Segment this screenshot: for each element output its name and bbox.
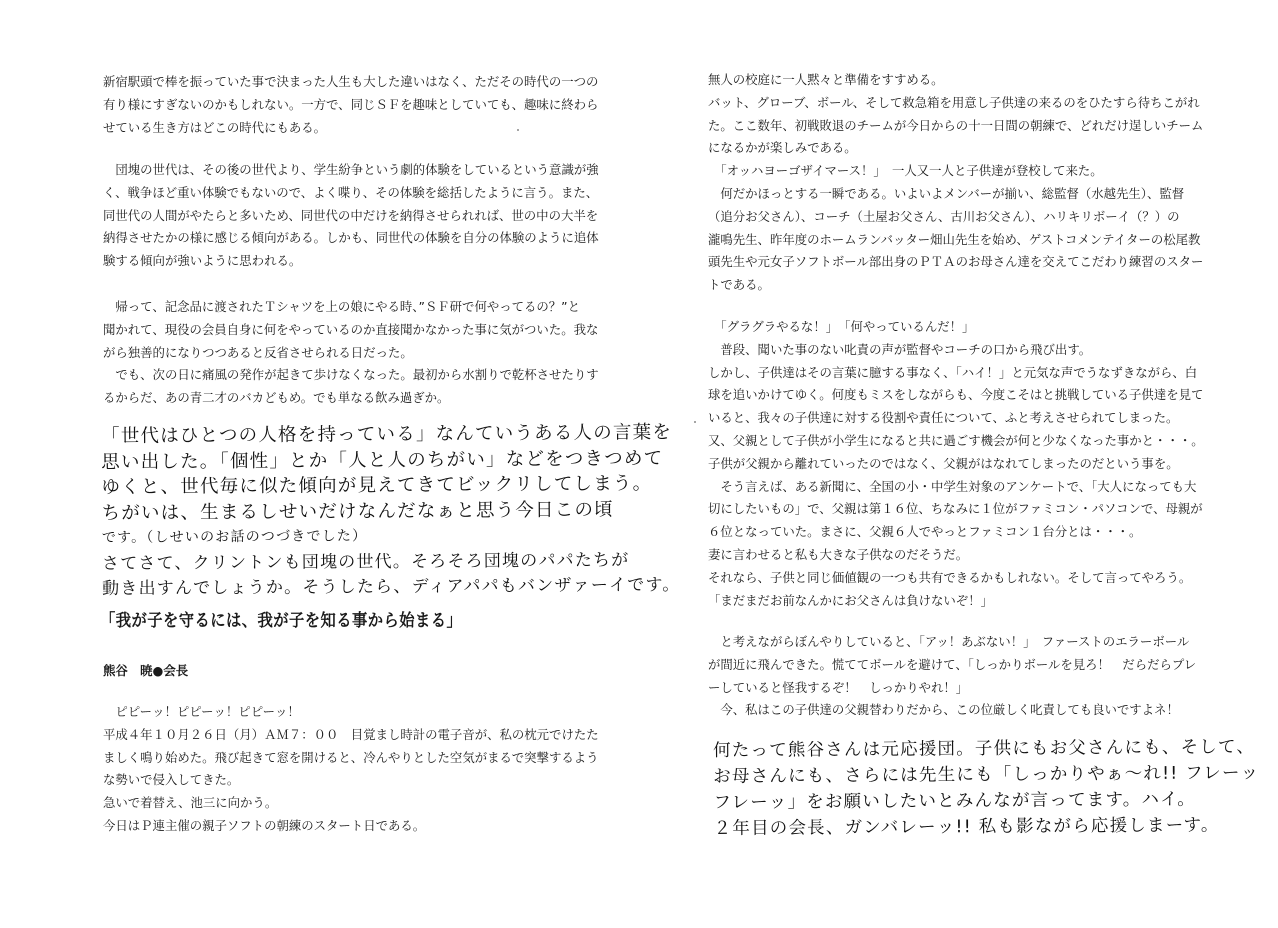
text-line: が間近に飛んできた。慌ててボールを避けて、「しっかりボールを見ろ！ だらだらプレ (708, 656, 1197, 672)
right-page (639, 0, 1278, 928)
text-line: 聞かれて、現役の会員自身に何をやっているのか直接聞かなかった事に気がついた。我な (103, 321, 599, 337)
text-line: 何だかほっとする一瞬である。いよいよメンバーが揃い、総監督（水越先生）、監督 (708, 185, 1185, 201)
author-name: 熊谷 暁●会長 (103, 663, 189, 678)
text-line: バット、グローブ、ボール、そして救急箱を用意し子供達の来るのをひたすら待ちこがれ (708, 94, 1200, 110)
text-line: それなら、子供と同じ価値観の一つも共有できるかもしれない。そして言ってやろう。 (708, 569, 1192, 585)
text-line: た。ここ数年、初戦敗退のチームが今日からの十一日間の朝練で、どれだけ逞しいチーム (708, 117, 1204, 133)
text-line: 験する傾向が強いように思われる。 (103, 253, 302, 269)
left-paragraph-3 (103, 296, 599, 410)
left-paragraph-1 (103, 71, 598, 139)
text-line: ましく鳴り始めた。飛び起きて窓を開けると、冷んやりとした空気がまるで突撃するよう (103, 749, 599, 765)
text-line: な勢いで侵入してきた。 (103, 772, 240, 788)
text-line: そう言えば、ある新聞に、全国の小・中学生対象のアンケートで、「大人になっても大 (708, 478, 1197, 494)
text-line: るからだ、あの青二才のバカどもめ。でも単なる飲み過ぎか。 (103, 390, 450, 406)
text-line: ーしていると怪我するぞ！ しっかりやれ！」 (708, 679, 969, 695)
text-line: 団塊の世代は、その後の世代より、学生紛争という劇的体験をしているという意識が強 (103, 162, 599, 177)
handwritten-line: お母さんにも、さらには先生にも「しっかりやぁ〜れ!! フレーッ (713, 763, 1260, 787)
text-line: トである。 (708, 277, 770, 293)
text-line: 妻に言わせると私も大きな子供なのだそうだ。 (708, 546, 969, 562)
text-line: 「グラグラやるな！」 「何やっているんだ！」 (708, 319, 975, 334)
text-line: 納得させたかの様に感じる傾向がある。しかも、同世代の体験を自分の体験のように追体 (103, 230, 599, 246)
text-line: になるかが楽しみである。 (708, 140, 857, 156)
text-line: ６位となっていた。まさに、父親６人でやっとファミコン１台分とは・・・。 (708, 524, 1142, 540)
left-paragraph-2 (103, 159, 599, 273)
text-line: 今、私はこの子供達の父親替わりだから、この位厳しく叱責しても良いですよネ！ (708, 702, 1179, 718)
right-paragraph-3 (708, 631, 1196, 722)
handwritten-line: 思い出した。「個性」とか「人と人のちがい」などをつきつめて (101, 447, 664, 473)
scan-speck (694, 421, 696, 423)
text-line: がら独善的になりつつあると反省させられる日だった。 (103, 344, 413, 360)
text-line: ピピーッ！ピピーッ！ピピーッ！ (103, 704, 300, 719)
text-line: 急いで着替え、池三に向かう。 (103, 795, 278, 811)
handwritten-line: ２年目の会長、ガンバレーッ!! 私も影ながら応援しまーす。 (713, 815, 1220, 839)
text-line: 又、父親として子供が小学生になると共に過ごす機会が何と少なくなった事かと・・・。 (708, 432, 1204, 448)
text-line: 普段、聞いた事のない叱責の声が監督やコーチの口から飛び出す。 (708, 341, 1092, 357)
text-line: でも、次の日に痛風の発作が起きて歩けなくなった。最初から水割りで乾杯させたりす (103, 367, 599, 383)
text-line: （追分お父さん）、コーチ（土屋お父さん、古川お父さん）、ハリキリボーイ（？）の (708, 208, 1180, 224)
text-line: 子供が父親から離れていったのではなく、父親がはなれてしまったのだという事を。 (708, 455, 1179, 471)
text-line: 頭先生や元女子ソフトボール部出身のＰＴＡのお母さん達を交えてこだわり練習のスター (708, 254, 1204, 270)
text-line: 無人の校庭に一人黙々と準備をすすめる。 (708, 72, 944, 87)
handwritten-line: 動き出すんでしょうか。そうしたら、ディアパパもバンザァーイです。 (102, 574, 681, 599)
right-paragraph-2 (708, 316, 1204, 612)
text-line: 帰って、記念品に渡されたＴシャツを上の娘にやる時、”ＳＦ研で何やってるの？”と (103, 299, 580, 314)
handwritten-line: です。（しせいのお話のつづきでした） (101, 528, 368, 546)
handwritten-line: フレーッ」をお願いしたいとみんなが言ってます。ハイ。 (713, 789, 1197, 813)
text-line: 新宿駅頭で棒を振っていた事で決まった人生も大した違いはなく、ただその時代の一つの (103, 74, 599, 89)
scan-speck (517, 129, 519, 131)
text-line: 平成４年１０月２６日（月）ＡＭ７：００ 目覚まし時計の電子音が、私の枕元でけたた (103, 726, 599, 742)
left-paragraph-4 (103, 701, 599, 838)
text-line: く、戦争ほど重い体験でもないので、よく喋り、その体験を総括したように言う。また、 (103, 184, 599, 200)
text-line: せている生き方はどこの時代にもある。 (103, 119, 327, 135)
text-line: 今日はＰ連主催の親子ソフトの朝練のスタート日である。 (103, 817, 426, 833)
text-line: 切にしたいもの」で、父親は第１６位、ちなみに１位がファミコン・パソコンで、母親が (708, 501, 1203, 517)
text-line: 球を追いかけてゆく。何度もミスをしながらも、今度こそはと挑戦している子供達を見て (708, 387, 1204, 403)
right-paragraph-1 (708, 69, 1203, 297)
handwritten-line: ゆくと、世代毎に似た傾向が見えてきてビックリしてしまう。 (101, 473, 653, 498)
handwritten-line: 何たって熊谷さんは元応援団。子供にもお父さんにも、そして、 (713, 737, 1256, 761)
text-line: しかし、子供達はその言葉に臆する事なく、「ハイ！」と元気な声でうなずきながら、白 (708, 364, 1198, 380)
left-handwritten-note (101, 420, 681, 603)
right-handwritten-note (713, 734, 1260, 842)
handwritten-line: さてさて、クリントンも団塊の世代。そろそろ団塊のパパたちが (101, 549, 630, 574)
text-line: 有り様にすぎないのかもしれない。一方で、同じＳＦを趣味としていても、趣味に終わら (103, 96, 599, 112)
text-line: 瀧鳴先生、昨年度のホームランバッター畑山先生を始め、ゲストコメンテイターの松尾教 (708, 231, 1201, 247)
text-line: 「まだまだお前なんかにお父さんは負けないぞ！」 (708, 592, 993, 608)
text-line: いると、我々の子供達に対する役割や責任について、ふと考えさせられてしまった。 (708, 410, 1179, 426)
text-line: 同世代の人間がやたらと多いため、同世代の中だけを納得させられれば、世の中の大半を (103, 207, 599, 223)
handwritten-line: 「世代はひとつの人格を持っている」なんていうある人の言葉を (101, 422, 673, 447)
text-line: と考えながらぼんやりしていると、「アッ！あぶない！」 ファーストのエラーボール (708, 634, 1190, 649)
article-heading: 「我が子を守るには、我が子を知る事から始まる」 (100, 611, 463, 631)
text-line: 「オッハヨーゴザイマース！」 一人又一人と子供達が登校して来た。 (708, 163, 1103, 179)
handwritten-line: ちがいは、生まるしせいだけなんだなぁと思う今日この頃 (101, 498, 614, 524)
